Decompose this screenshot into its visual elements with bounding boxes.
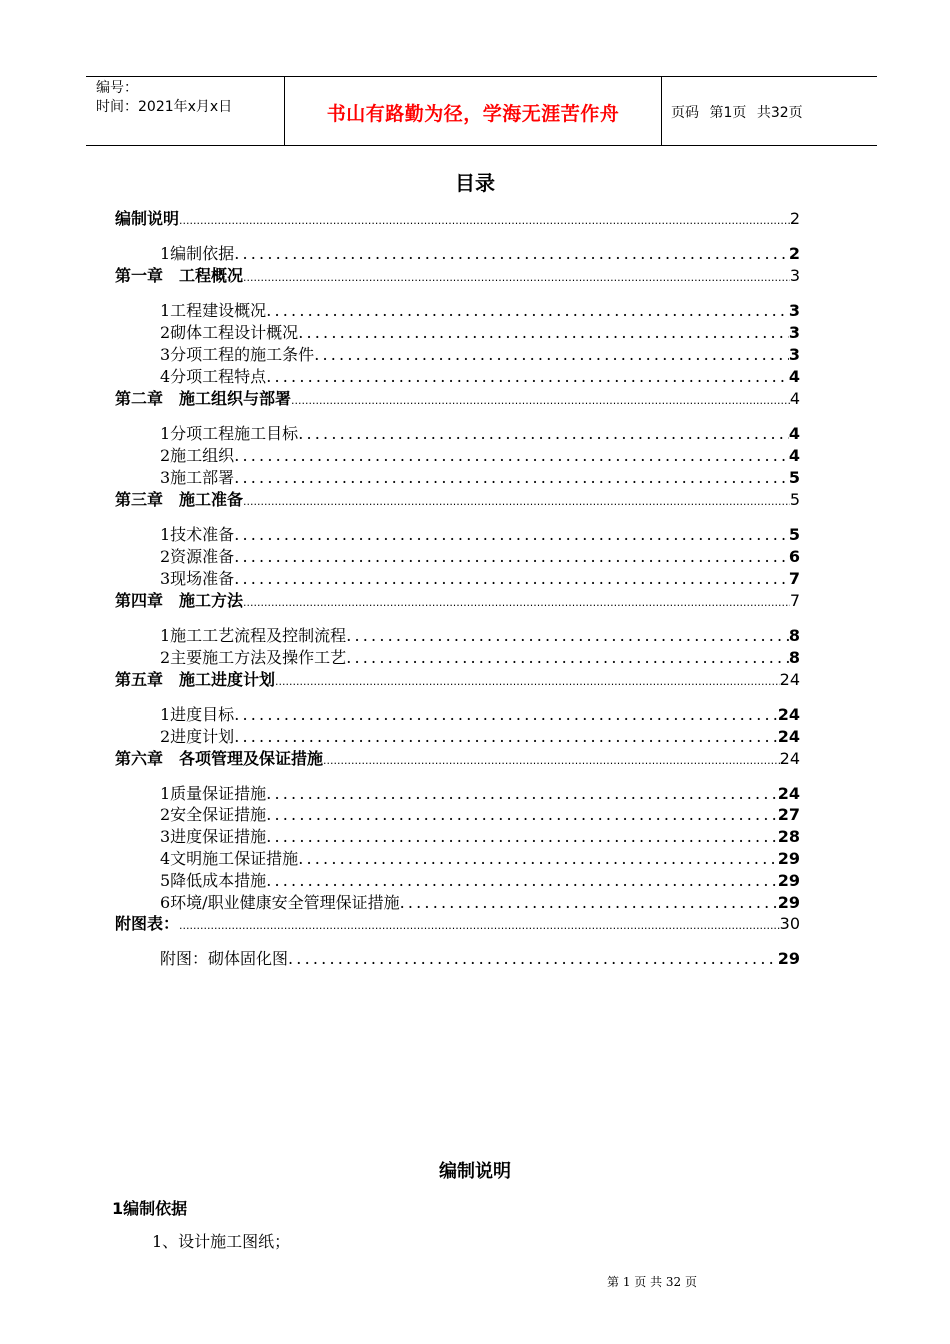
toc-entry-page: 4 (789, 389, 800, 408)
toc-entry-label: 2进度计划 (160, 727, 235, 746)
toc-entry-page: 24 (777, 784, 800, 803)
toc-entry[interactable] (160, 342, 800, 365)
toc-entry-label: 1施工工艺流程及控制流程 (160, 626, 347, 645)
toc-entry-label: 2安全保证措施 (160, 805, 267, 824)
toc-entry-label: 1质量保证措施 (160, 784, 267, 803)
toc-entry[interactable] (160, 946, 800, 969)
toc-entry-page: 5 (788, 468, 800, 487)
toc-entry-page: 3 (788, 301, 800, 320)
toc-entry[interactable] (160, 522, 800, 545)
toc-entry[interactable] (160, 802, 800, 825)
toc-entry-page: 28 (777, 827, 800, 846)
toc-entry-label: 2施工组织 (160, 446, 235, 465)
toc-entry-label: 附图表： (115, 914, 180, 933)
toc-entry-page: 29 (777, 871, 800, 890)
toc-entry-page: 27 (777, 805, 800, 824)
document-number-label: 编号： (96, 80, 138, 96)
toc-entry-label: 第二章 施工组织与部署 (115, 389, 292, 408)
toc-entry[interactable] (160, 298, 800, 321)
toc-entry-label: 6环境/职业健康安全管理保证措施 (160, 893, 400, 912)
toc-entry[interactable] (115, 206, 800, 229)
toc-entry-label: 第六章 各项管理及保证措施 (115, 749, 324, 768)
toc-entry[interactable] (160, 465, 800, 488)
toc-entry[interactable] (160, 702, 800, 725)
toc-entry-label: 编制说明 (115, 209, 180, 228)
toc-entry[interactable] (160, 645, 800, 668)
toc-entry[interactable] (160, 566, 800, 589)
toc-entry-label: 3分项工程的施工条件 (160, 345, 315, 364)
toc-entry-page: 29 (777, 849, 800, 868)
toc-entry-page: 4 (788, 424, 800, 443)
toc-entry-page: 3 (789, 266, 800, 285)
toc-entry-page: 2 (789, 209, 800, 228)
toc-entry-page: 3 (788, 345, 800, 364)
toc-entry[interactable] (115, 263, 800, 286)
toc-entry-label: 第五章 施工进度计划 (115, 670, 276, 689)
toc-entry-label: 1工程建设概况 (160, 301, 267, 320)
toc-entry-page: 4 (788, 446, 800, 465)
toc-entry-label: 3施工部署 (160, 468, 235, 487)
toc-entry[interactable] (160, 421, 800, 444)
toc-entry-page: 8 (788, 626, 800, 645)
toc-entry-label: 1技术准备 (160, 525, 235, 544)
toc-entry[interactable] (160, 724, 800, 747)
toc-entry-page: 7 (789, 591, 800, 610)
toc-entry-label: 附图：砌体固化图 (160, 949, 289, 968)
toc-entry-label: 1进度目标 (160, 705, 235, 724)
toc-entry-label: 3进度保证措施 (160, 827, 267, 846)
section-heading: 1编制依据 (112, 1199, 188, 1218)
toc-entry-page: 3 (788, 323, 800, 342)
section-title: 编制说明 (439, 1161, 511, 1182)
toc-entry-label: 1分项工程施工目标 (160, 424, 299, 443)
page-label: 页码 (671, 105, 699, 121)
toc-entry-label: 第三章 施工准备 (115, 490, 244, 509)
toc-entry[interactable] (160, 320, 800, 343)
toc-entry-page: 5 (789, 490, 800, 509)
toc-entry[interactable] (115, 667, 800, 690)
toc-entry[interactable] (160, 781, 800, 804)
toc-entry-page: 29 (777, 893, 800, 912)
toc-entry[interactable] (160, 868, 800, 891)
toc-entry[interactable] (160, 544, 800, 567)
toc-entry-page: 24 (777, 705, 800, 724)
toc-entry[interactable] (160, 241, 800, 264)
toc-entry-page: 7 (788, 569, 800, 588)
toc-entry-page: 30 (779, 914, 800, 933)
toc-entry-label: 3现场准备 (160, 569, 235, 588)
toc-entry[interactable] (115, 746, 800, 769)
toc-entry-label: 第四章 施工方法 (115, 591, 244, 610)
page-current: 第1页 (709, 105, 747, 121)
toc-entry-page: 2 (788, 244, 800, 263)
toc-entry[interactable] (160, 623, 800, 646)
toc-entry-page: 24 (779, 749, 800, 768)
toc-entry[interactable] (160, 824, 800, 847)
toc-entry-label: 5降低成本措施 (160, 871, 267, 890)
toc-entry[interactable] (115, 487, 800, 510)
toc-entry-label: 4分项工程特点 (160, 367, 267, 386)
document-header (86, 76, 877, 146)
toc-entry-label: 第一章 工程概况 (115, 266, 244, 285)
toc-title: 目录 (455, 171, 495, 195)
toc-entry-page: 24 (777, 727, 800, 746)
header-page-info (671, 102, 809, 122)
toc-entry-label: 2砌体工程设计概况 (160, 323, 299, 342)
toc-entry-label: 2主要施工方法及操作工艺 (160, 648, 347, 667)
header-motto-cell (284, 77, 662, 145)
page-footer: 第 1 页 共 32 页 (607, 1275, 697, 1289)
document-time-label: 时间：2021年x月x日 (96, 99, 233, 115)
header-page-cell (661, 77, 877, 145)
page-total: 共32页 (756, 105, 803, 121)
toc-entry-page: 8 (788, 648, 800, 667)
toc-entry[interactable] (160, 846, 800, 869)
toc-entry-page: 29 (777, 949, 800, 968)
toc-entry-page: 6 (788, 547, 800, 566)
toc-entry-label: 2资源准备 (160, 547, 235, 566)
toc-entry[interactable] (160, 443, 800, 466)
toc-entry[interactable] (160, 364, 800, 387)
toc-entry-label: 1编制依据 (160, 244, 235, 263)
section-item: 1、设计施工图纸； (152, 1232, 291, 1251)
toc-entry[interactable] (115, 386, 800, 409)
toc-entry[interactable] (115, 588, 800, 611)
toc-entry[interactable] (115, 911, 800, 934)
toc-entry-page: 5 (788, 525, 800, 544)
toc-entry-page: 4 (788, 367, 800, 386)
toc-entry-page: 24 (779, 670, 800, 689)
toc-entry[interactable] (160, 890, 800, 913)
toc-entry-label: 4文明施工保证措施 (160, 849, 299, 868)
motto-text: 书山有路勤为径，学海无涯苦作舟 (326, 103, 620, 125)
header-meta-cell (86, 77, 284, 145)
